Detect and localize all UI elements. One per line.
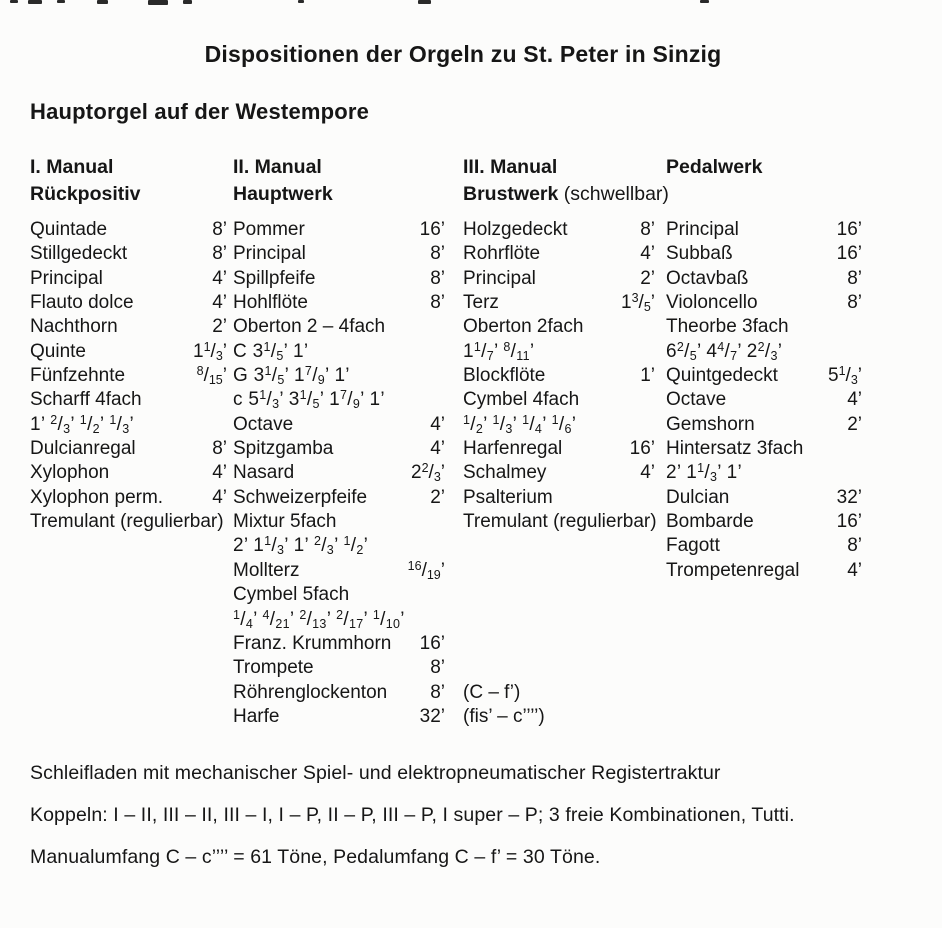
stop-row [666,461,862,485]
stop-name: Pommer [233,219,305,240]
stop-name: Principal [666,219,739,240]
stop-pitch: 4’ [212,462,227,484]
stop-row [233,218,445,242]
stop-row [666,437,862,461]
stop-row [463,218,655,242]
stop-row [233,364,445,388]
stop-row [30,315,227,339]
stop-name: Principal [463,267,536,289]
stop-name: Subbaß [666,243,733,265]
stop-name: Scharff 4fach [30,389,142,411]
stop-row [463,510,655,534]
stop-row [463,486,655,510]
scan-artifact [57,0,65,3]
stop-pitch-list: $^1/_4$’ $^4/_{21}$’ $^2/_{13}$’ $^2/_{17}$’ $^1/_{10}$’ [233,607,405,631]
column-header-line2 [233,181,445,208]
stop-name: Röhrenglockenton [233,681,388,703]
stop-pitch: 8’ [212,438,227,460]
stop-pitch: 8’ [847,292,862,314]
stop-row [30,340,227,364]
stop-row [30,486,227,510]
column-header-line2 [30,181,227,208]
stop-name: Psalterium [463,486,553,508]
stop-name: Fagott [666,535,720,557]
stop-row [463,291,655,315]
stop-row [233,632,445,656]
column-header-line1: Pedalwerk [666,156,763,178]
stop-pitch: 4’ [847,559,862,581]
stop-row [233,315,445,339]
stop-pitch-list: c $5^1/_3$’ $3^1/_5$’ $1^7/_9$’ 1’ [233,388,385,412]
stop-name: Trompete [233,657,314,679]
stop-row [463,388,655,412]
stop-name: Nachthorn [30,316,118,338]
column-header [463,154,669,208]
stop-name: Xylophon perm. [30,486,164,508]
stop-row [233,608,445,632]
scan-artifact [28,0,42,4]
stop-row [233,705,545,729]
column-header [30,154,227,208]
stop-row [666,534,862,558]
stop-name: Violoncello [666,292,758,314]
stop-row [233,242,445,266]
stop-pitch: 4’ [640,462,655,484]
stop-name: Flauto dolce [30,292,134,314]
stop-name: Harfenregal [463,438,563,460]
stop-pitch: $^{16}/_{19}$’ [407,558,445,582]
stop-row [30,291,227,315]
column-header-line1: III. Manual [463,156,558,178]
stop-row [463,461,655,485]
stop-row [233,583,445,607]
scan-artifact [97,0,108,4]
stop-name: Cymbel 4fach [463,389,580,411]
stop-pitch: 4’ [640,243,655,265]
stop-row [30,413,227,437]
stop-name: Octave [233,413,294,435]
stop-pitch: 8’ [847,267,862,289]
stop-pitch: 4’ [430,413,445,435]
stop-pitch-list: 1’ $^2/_3$’ $^1/_2$’ $^1/_3$’ [30,412,134,436]
stop-row [233,437,445,461]
stop-row [463,340,655,364]
stop-range-note: (fis’ – c’’’’) [463,705,545,727]
stop-name: Hintersatz 3fach [666,438,804,460]
stop-pitch: 16’ [836,243,862,265]
scan-artifact [298,0,304,3]
stop-name: Quinte [30,340,86,362]
stop-name: Spitzgamba [233,438,334,460]
stop-pitch: 2’ [847,413,862,435]
stop-pitch-list: G $3^1/_5$’ $1^7/_9$’ 1’ [233,364,350,388]
stop-pitch: 8’ [430,267,445,289]
stop-pitch: 2’ [640,267,655,289]
stop-name: Franz. Krummhorn [233,632,392,654]
stop-pitch: $2^2/_3$’ [411,461,445,485]
stop-row [666,315,862,339]
stop-name: Schalmey [463,462,547,484]
column-header-line1: II. Manual [233,156,322,178]
stop-name: Theorbe 3fach [666,316,789,338]
stop-list [666,218,862,583]
stop-name: Harfe [233,705,280,727]
stop-pitch: 4’ [212,267,227,289]
stop-pitch: 2’ [430,486,445,508]
stop-row [463,413,655,437]
stop-name: Xylophon [30,462,110,484]
stop-row [233,510,445,534]
stop-name: Stillgedeckt [30,243,128,265]
stop-name: Mollterz [233,559,300,581]
stop-pitch-list: C $3^1/_5$’ 1’ [233,339,309,363]
stop-row [666,267,862,291]
column-manual-1 [30,154,227,534]
column-pedal [666,154,862,583]
stop-row [463,242,655,266]
stop-pitch-list: $^1/_2$’ $^1/_3$’ $^1/_4$’ $^1/_6$’ [463,412,577,436]
stop-row [30,510,227,534]
stop-name: Principal [233,243,306,265]
column-manual-3 [463,154,669,534]
stop-pitch: 32’ [836,486,862,508]
stop-row [30,364,227,388]
stop-pitch: 2’ [212,316,227,338]
stop-row [233,413,445,437]
stop-row [666,559,862,583]
stop-row [463,437,655,461]
stop-row [30,461,227,485]
stop-row [666,486,862,510]
stop-row [463,364,655,388]
stop-row [666,242,862,266]
stop-pitch: 4’ [212,292,227,314]
stop-name: Spillpfeife [233,267,316,289]
stop-row [666,510,862,534]
stop-pitch: $1^1/_3$’ [193,339,227,363]
stop-name: Quintgedeckt [666,365,778,387]
stop-row [30,388,227,412]
page-subtitle: Hauptorgel auf der Westempore [30,99,370,124]
stop-row [233,681,521,705]
column-header-line2 [463,181,669,208]
stop-name: Hohlflöte [233,292,308,314]
stop-row [666,413,862,437]
stop-pitch: 8’ [430,681,445,703]
stop-pitch-list: 2’ $1^1/_3$’ 1’ $^2/_3$’ $^1/_2$’ [233,534,369,558]
stop-row [233,461,445,485]
footer-action-note: Schleifladen mit mechanischer Spiel- und elektropneumatischer Registertraktur [30,762,721,784]
division-name: Hauptwerk [233,183,333,205]
stop-row [30,437,227,461]
stop-pitch-list: 2’ $1^1/_3$’ 1’ [666,461,743,485]
stop-name: Terz [463,292,499,314]
stop-pitch: 8’ [640,219,655,240]
stop-name: Cymbel 5fach [233,584,350,606]
stop-pitch: 8’ [430,657,445,679]
stop-pitch: $1^3/_5$’ [621,291,655,315]
footer-couplers-note: Koppeln: I – II, III – II, III – I, I – P, II – P, III – P, I super – P; 3 freie Kombinationen, Tutti. [30,804,795,826]
stop-pitch: 1’ [640,365,655,387]
scan-artifact [148,0,168,5]
stop-pitch: 16’ [419,632,445,654]
stop-row [233,656,445,680]
column-header [233,154,445,208]
stop-name: Octave [666,389,727,411]
stop-pitch: 16’ [836,511,862,533]
stop-pitch: 8’ [212,243,227,265]
column-header-line1: I. Manual [30,156,114,178]
stop-pitch-list: $6^2/_5$’ $4^4/_7$’ $2^2/_3$’ [666,339,783,363]
stop-name: Octavbaß [666,267,749,289]
stop-row [666,364,862,388]
division-name: Brustwerk [463,183,559,205]
stop-name: Dulcian [666,486,730,508]
stop-name: Trompetenregal [666,559,800,581]
stop-name: Nasard [233,462,295,484]
stop-pitch-list: $1^1/_7$’ $^8/_{11}$’ [463,339,535,363]
scan-artifact [10,0,18,3]
stop-row [30,218,227,242]
stop-name: Holzgedeckt [463,219,568,240]
stop-row [463,315,655,339]
stop-row [233,340,445,364]
stop-name: Dulcianregal [30,438,136,460]
division-name: Rückpositiv [30,183,141,205]
stop-name: Tremulant (regulierbar) [30,511,224,533]
stop-name: Oberton 2 – 4fach [233,316,386,338]
stop-pitch: 8’ [212,219,227,240]
division-note: (schwellbar) [558,183,669,205]
stop-row [463,267,655,291]
stop-row [666,291,862,315]
page-title: Dispositionen der Orgeln zu St. Peter in Sinzig [204,41,722,67]
stop-pitch: $^8/_{15}$’ [196,364,227,388]
stop-row [233,534,445,558]
scan-artifact [700,0,709,3]
stop-row [666,388,862,412]
stop-pitch: 4’ [847,389,862,411]
stop-pitch: 16’ [629,438,655,460]
stop-pitch: 32’ [419,705,445,727]
stop-row [30,242,227,266]
stop-name: Fünfzehnte [30,365,126,387]
stop-list [30,218,227,534]
stop-name: Principal [30,267,103,289]
stop-name: Schweizerpfeife [233,486,368,508]
stop-name: Oberton 2fach [463,316,584,338]
stop-name: Mixtur 5fach [233,511,337,533]
scan-artifact [418,0,431,4]
stop-row [30,267,227,291]
stop-row [666,218,862,242]
stop-pitch: $5^1/_3$’ [828,364,862,388]
stop-name: Blockflöte [463,365,546,387]
stop-name: Quintade [30,219,108,240]
stop-pitch: 16’ [419,219,445,240]
stop-list [463,218,655,534]
stop-pitch: 4’ [212,486,227,508]
stop-pitch: 8’ [430,292,445,314]
stop-row [233,486,445,510]
footer-compass-note: Manualumfang C – c’’’’ = 61 Töne, Pedalumfang C – f’ = 30 Töne. [30,846,601,868]
stop-pitch: 8’ [430,243,445,265]
stop-row [233,291,445,315]
stop-row [233,559,445,583]
column-header [666,154,862,208]
stop-name: Bombarde [666,511,754,533]
stop-pitch: 4’ [430,438,445,460]
stop-range-note: (C – f’) [463,681,521,703]
stop-row [233,388,445,412]
stop-pitch: 8’ [847,535,862,557]
scan-artifact [183,0,192,4]
stop-name: Gemshorn [666,413,755,435]
stop-pitch: 16’ [836,219,862,240]
stop-row [666,340,862,364]
stop-name: Rohrflöte [463,243,541,265]
stop-row [233,267,445,291]
stop-name: Tremulant (regulierbar) [463,511,657,533]
